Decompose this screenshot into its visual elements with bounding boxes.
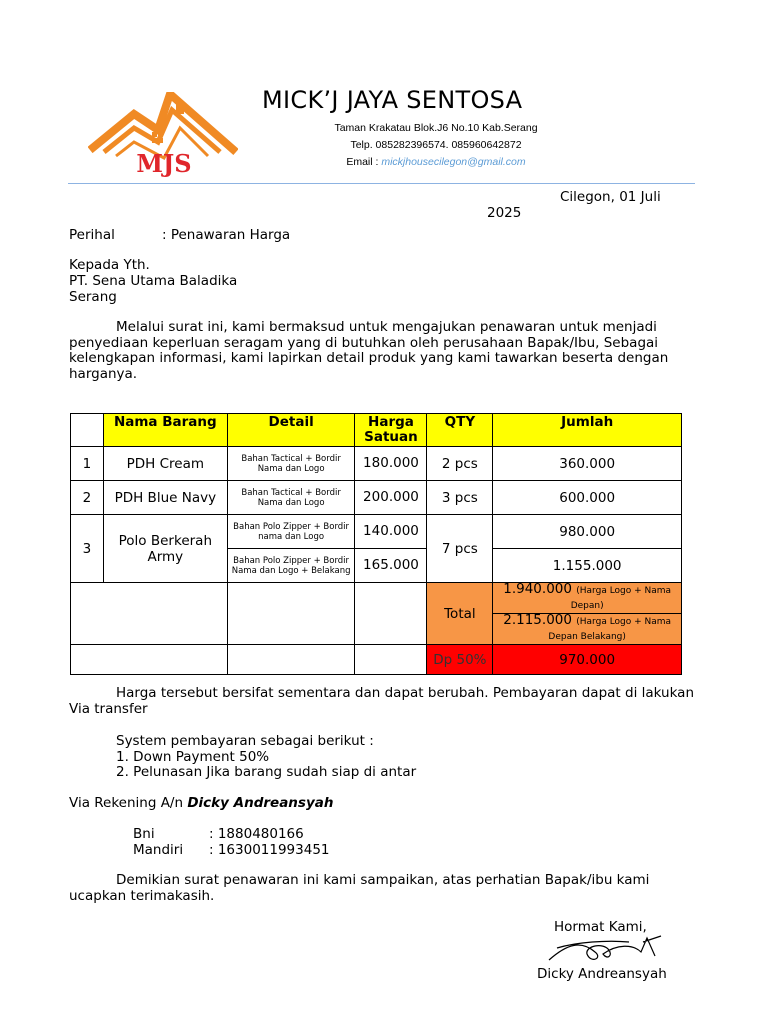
date-line-1: Cilegon, 01 Juli [560, 189, 661, 205]
company-address: Taman Krakatau Blok.J6 No.10 Kab.Serang [334, 122, 538, 134]
dp-row [71, 645, 682, 675]
row-price: 140.000 [355, 515, 427, 549]
header-no [71, 414, 104, 447]
row-name: PDH Cream [103, 447, 227, 481]
row-amount: 600.000 [493, 481, 682, 515]
intro-paragraph: Melalui surat ini, kami bermaksud untuk mengajukan penawaran untuk menjadi penyediaan keperluan seragam yang di butuhkan oleh perusahaan Bapak/Ibu, Sebagai kelengkapan informasi, kami lapirkan detail produk yang kami tawarkan beserta dengan harganya. [69, 319, 669, 382]
header-amount: Jumlah [493, 414, 682, 447]
company-name: MICK’J JAYA SENTOSA [262, 86, 523, 114]
empty-cell [71, 645, 228, 675]
row-price: 180.000 [355, 447, 427, 481]
system-item: 1. Down Payment 50% [116, 749, 270, 765]
row-amount: 360.000 [493, 447, 682, 481]
empty-cell [71, 583, 228, 645]
price-table [70, 413, 682, 675]
email-label: Email : [346, 156, 382, 168]
header-detail: Detail [227, 414, 355, 447]
recipient-city: Serang [69, 289, 117, 305]
kepada-yth: Kepada Yth. [69, 257, 150, 273]
total-b [493, 614, 682, 645]
header-price: Harga Satuan [355, 414, 427, 447]
rekening-prefix: Via Rekening A/n [69, 795, 188, 811]
bank-number: : 1880480166 [209, 826, 304, 842]
bank-number: : 1630011993451 [209, 842, 330, 858]
closing-paragraph: Demikian surat penawaran ini kami sampaikan, atas perhatian Bapak/ibu kami ucapkan terimakasih. [69, 872, 650, 904]
house-roof-icon [88, 92, 238, 178]
empty-cell [355, 583, 427, 645]
header-divider [68, 183, 695, 184]
row-detail: Bahan Polo Zipper + Bordir nama dan Logo [227, 515, 355, 549]
total-a-note: (Harga Logo + Nama Depan) [570, 586, 672, 611]
empty-cell [227, 583, 355, 645]
row-amount: 980.000 [493, 515, 682, 549]
note-paragraph: Harga tersebut bersifat sementara dan dapat berubah. Pembayaran dapat di lakukan Via transfer [69, 685, 695, 717]
row-qty: 2 pcs [427, 447, 493, 481]
row-detail: Bahan Polo Zipper + Bordir Nama dan Logo + Belakang [227, 549, 355, 583]
bank-name: Mandiri [133, 842, 184, 858]
row-name: Polo Berkerah Army [103, 515, 227, 583]
row-qty: 3 pcs [427, 481, 493, 515]
system-title: System pembayaran sebagai berikut : [116, 733, 374, 749]
company-email [306, 156, 566, 168]
empty-cell [227, 645, 355, 675]
regards: Hormat Kami, [554, 919, 647, 935]
table-row [71, 481, 682, 515]
signature [537, 930, 677, 964]
signer-name: Dicky Andreansyah [537, 966, 667, 982]
dp-value: 970.000 [493, 645, 682, 675]
logo-text: MJS [136, 149, 192, 178]
company-logo [88, 92, 238, 178]
table-row [71, 447, 682, 481]
row-no: 3 [71, 515, 104, 583]
total-b-value: 2.115.000 [503, 612, 572, 628]
total-a [493, 583, 682, 614]
rekening-name: Dicky Andreansyah [187, 795, 334, 811]
row-name: PDH Blue Navy [103, 481, 227, 515]
perihal-label: Perihal [69, 227, 115, 243]
signature-scribble-icon [537, 930, 677, 964]
row-price: 200.000 [355, 481, 427, 515]
bank-name: Bni [133, 826, 155, 842]
row-price: 165.000 [355, 549, 427, 583]
rekening-line [69, 795, 333, 811]
total-row [71, 583, 682, 614]
perihal-value: : Penawaran Harga [162, 227, 291, 243]
total-a-value: 1.940.000 [503, 581, 572, 597]
dp-label: Dp 50% [427, 645, 493, 675]
company-phone: Telp. 085282396574. 085960642872 [350, 139, 522, 151]
recipient-name: PT. Sena Utama Baladika [69, 273, 238, 289]
total-label: Total [427, 583, 493, 645]
email-value: mickjhousecilegon@gmail.com [381, 156, 526, 168]
header-name: Nama Barang [103, 414, 227, 447]
total-b-note: (Harga Logo + Nama Depan Belakang) [548, 617, 672, 642]
empty-cell [355, 645, 427, 675]
table-row [71, 515, 682, 549]
system-item: 2. Pelunasan Jika barang sudah siap di antar [116, 764, 417, 780]
row-detail: Bahan Tactical + Bordir Nama dan Logo [227, 481, 355, 515]
row-detail: Bahan Tactical + Bordir Nama dan Logo [227, 447, 355, 481]
row-no: 2 [71, 481, 104, 515]
table-header-row [71, 414, 682, 447]
row-no: 1 [71, 447, 104, 481]
header-qty: QTY [427, 414, 493, 447]
date-line-2: 2025 [487, 205, 522, 221]
row-amount: 1.155.000 [493, 549, 682, 583]
row-qty: 7 pcs [427, 515, 493, 583]
